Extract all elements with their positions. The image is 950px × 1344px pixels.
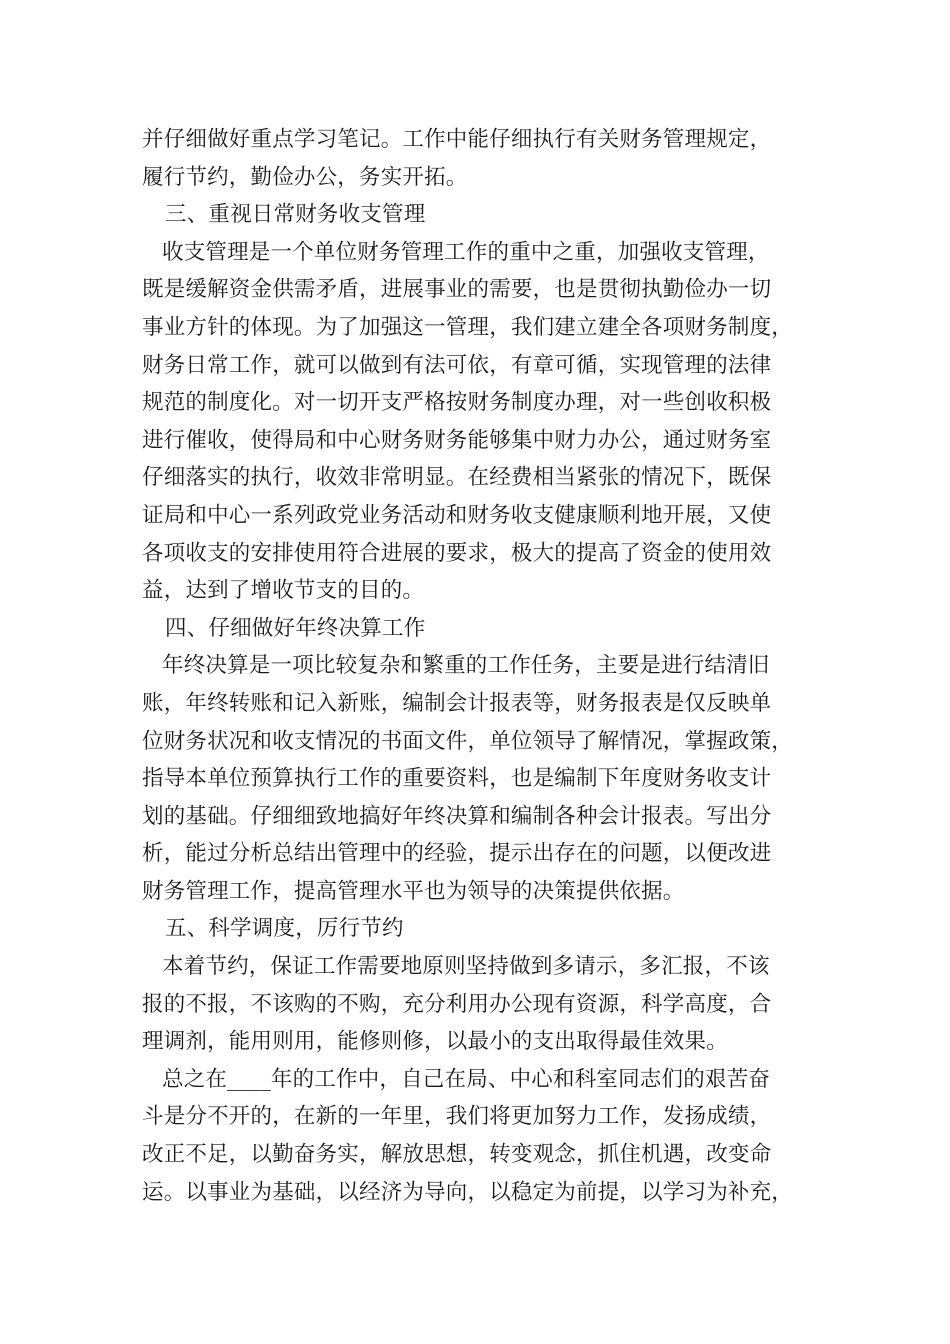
section-heading: 四、仔细做好年终决算工作: [165, 615, 426, 641]
text-line: 报的不报，不该购的不购，充分利用办公现有资源，科学高度，合: [142, 991, 772, 1017]
text-line: 理调剂，能用则用，能修则修，以最小的支出取得最佳效果。: [142, 1029, 728, 1055]
text-line: 既是缓解资金供需矛盾，进展事业的需要，也是贯彻执勤俭办一切: [142, 277, 772, 303]
text-line: 析，能过分析总结出管理中的经验，提示出存在的问题，以便改进: [142, 841, 772, 867]
text-line: 规范的制度化。对一切开支严格按财务制度办理，对一些创收积极: [142, 390, 772, 416]
text-line: 事业方针的体现。为了加强这一管理，我们建立建全各项财务制度，: [142, 314, 794, 340]
text-line: 履行节约，勤俭办公，务实开拓。: [142, 164, 468, 190]
text-line: 财务日常工作，就可以做到有法可依，有章可循，实现管理的法律: [142, 352, 772, 378]
text-line: 益，达到了增收节支的目的。: [142, 578, 425, 604]
paragraph-first-line: 年终决算是一项比较复杂和繁重的工作任务，主要是进行结清旧: [162, 653, 770, 679]
text-line: 各项收支的安排使用符合进展的要求，极大的提高了资金的使用效: [142, 540, 772, 566]
text-line: 证局和中心一系列政党业务活动和财务收支健康顺利地开展，又使: [142, 502, 772, 528]
paragraph-first-line: 收支管理是一个单位财务管理工作的重中之重，加强收支管理，: [162, 239, 770, 265]
text-line: 并仔细做好重点学习笔记。工作中能仔细执行有关财务管理规定，: [142, 127, 772, 152]
text-line: 位财务状况和收支情况的书面文件，单位领导了解情况，掌握政策，: [142, 728, 794, 754]
text-line: 仔细落实的执行，收效非常明显。在经费相当紧张的情况下，既保: [142, 465, 772, 491]
paragraph-first-line: 本着节约，保证工作需要地原则坚持做到多请示，多汇报，不该: [162, 954, 770, 980]
text-line: 划的基础。仔细细致地搞好年终决算和编制各种会计报表。写出分: [142, 803, 772, 829]
text-line: 运。以事业为基础，以经济为导向，以稳定为前提，以学习为补充，: [142, 1179, 794, 1205]
text-line: 账，年终转账和记入新账，编制会计报表等，财务报表是仅反映单: [142, 690, 772, 716]
text-line: 指导本单位预算执行工作的重要资料，也是编制下年度财务收支计: [142, 766, 772, 792]
text-line: 财务管理工作，提高管理水平也为领导的决策提供依据。: [142, 878, 685, 904]
document-body: [142, 121, 832, 1211]
section-heading: 三、重视日常财务收支管理: [165, 202, 426, 228]
text-line: 斗是分不开的，在新的一年里，我们将更加努力工作，发扬成绩，: [142, 1104, 772, 1130]
paragraph-first-line: 总之在____年的工作中，自己在局、中心和科室同志们的艰苦奋: [162, 1066, 771, 1092]
text-line: 进行催收，使得局和中心财务财务能够集中财力办公，通过财务室: [142, 427, 772, 453]
text-line: 改正不足，以勤奋务实，解放思想，转变观念，抓住机遇，改变命: [142, 1142, 772, 1168]
section-heading: 五、科学调度，厉行节约: [165, 916, 404, 942]
